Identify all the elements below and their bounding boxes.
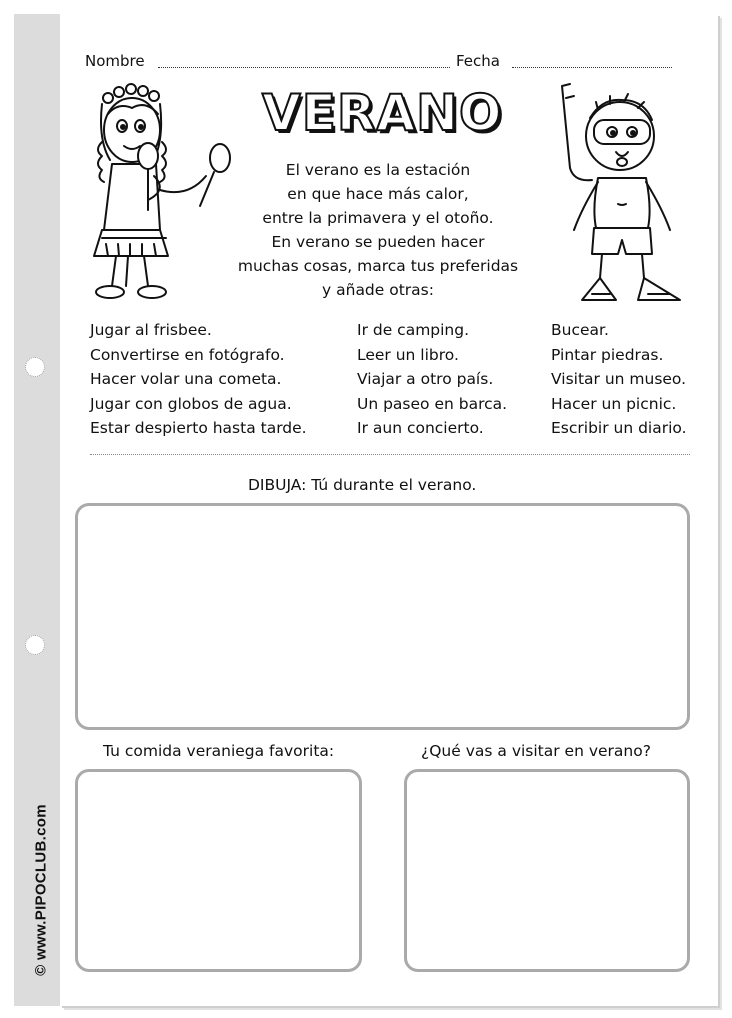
activity-item[interactable]: Un paseo en barca. [357, 394, 508, 413]
activity-item[interactable]: Ir aun concierto. [357, 419, 484, 437]
visit-prompt: ¿Qué vas a visitar en verano? [421, 742, 651, 760]
activities-column-3 [551, 318, 687, 441]
activity-item[interactable]: Escribir un diario. [551, 419, 687, 437]
intro-line: muchas cosas, marca tus preferidas [237, 257, 519, 275]
girl-with-maracas-icon [88, 80, 238, 310]
activity-item[interactable]: Convertirse en fotógrafo. [90, 345, 285, 364]
date-label: Fecha [456, 52, 500, 70]
food-prompt: Tu comida veraniega favorita: [103, 742, 335, 760]
copyright-credit: © www.PIPOCLUB.com [32, 804, 50, 976]
punch-hole [25, 635, 45, 655]
date-field[interactable] [512, 67, 672, 68]
page-title: VERANO [262, 84, 503, 142]
activity-item[interactable]: Pintar piedras. [551, 345, 664, 364]
name-label: Nombre [85, 52, 145, 70]
favorite-food-box[interactable] [75, 769, 362, 972]
activity-item[interactable]: Viajar a otro país. [357, 370, 494, 388]
activities-column-2 [357, 318, 507, 441]
intro-paragraph [218, 158, 538, 302]
activity-item[interactable]: Visitar un museo. [551, 370, 687, 388]
activity-item[interactable]: Ir de camping. [357, 321, 470, 339]
punch-hole [25, 357, 45, 377]
intro-line: El verano es la estación [285, 161, 471, 179]
dotted-divider [90, 454, 690, 455]
intro-line: entre la primavera y el otoño. [262, 209, 494, 227]
intro-line: en que hace más calor, [287, 185, 469, 203]
visit-plan-box[interactable] [404, 769, 690, 972]
intro-line: En verano se pueden hacer [271, 233, 485, 251]
activity-item[interactable]: Jugar al frisbee. [90, 321, 212, 339]
name-field[interactable] [158, 67, 450, 68]
activities-column-1 [90, 318, 307, 441]
intro-line: y añade otras: [322, 281, 434, 299]
draw-prompt: DIBUJA: Tú durante el verano. [248, 476, 477, 494]
activity-item[interactable]: Leer un libro. [357, 345, 459, 364]
activity-item[interactable]: Hacer volar una cometa. [90, 370, 282, 388]
activity-item[interactable]: Jugar con globos de agua. [90, 394, 292, 413]
activity-item[interactable]: Bucear. [551, 321, 609, 339]
boy-snorkeler-icon [552, 78, 692, 310]
activity-item[interactable]: Estar despierto hasta tarde. [90, 419, 307, 437]
activity-item[interactable]: Hacer un picnic. [551, 394, 677, 413]
draw-yourself-box[interactable] [75, 503, 690, 730]
